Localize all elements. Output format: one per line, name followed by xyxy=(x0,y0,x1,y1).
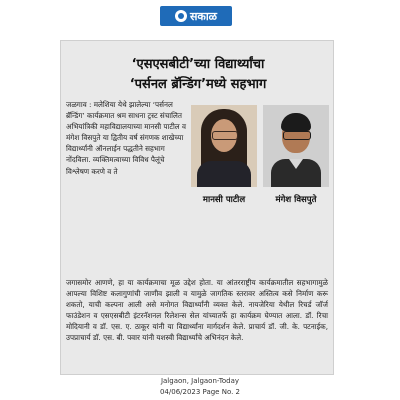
headline-line-1: ‘एसएसबीटी’च्या विद्यार्थ्यांचा xyxy=(131,57,265,72)
student-photo-1 xyxy=(191,105,257,187)
article-lead-text: जळगाव : मलेशिया येथे झालेल्या ‘पर्सनल ब्रॅन्डिंग’ कार्यक्रमात श्रम साधना ट्रस्ट संचालित अभियांत्रिकी महाविद्यालयाच्या मानसी पाटील व मंगेश विसपुते या द्वितीय वर्ष संगणक शाखेच्या विद्यार्थ्यांनी ऑनलाईन पद्धतीने सहभाग नोंदविला. व्यक्तिमत्वाच्या विविध पैलूंचे विश्लेषण करणे व ते xyxy=(66,100,186,176)
article-headline xyxy=(67,55,329,95)
date-page-label: 04/06/2023 Page No. 2 xyxy=(159,388,241,396)
newspaper-logo xyxy=(160,6,232,26)
edition-label: Jalgaon, Jalgaon-Today xyxy=(160,377,240,385)
student-photo-2 xyxy=(263,105,329,187)
logo-text: सकाळ xyxy=(189,9,218,23)
photo-caption-1: मानसी पाटील xyxy=(202,195,246,205)
article-body-text: जगासमोर आणणे, हा या कार्यक्रमाचा मूळ उद्देश होता. या आंतरराष्ट्रीय कार्यक्रमातील सहभागामुळे आपल्या विशिष्ट कलागुणांची जाणीव झाली व यामुळे जागतिक स्तरावर अस्तित्व कसे निर्माण करू शकतो, याची कल्पना आली असे मनोगत विद्यार्थ्यांनी व्यक्त केले. नायजेरिया येथील रिचर्ड जॉर्ज फाउंडेशन व एसएसबीटी इंटरनॅशनल रिलेशन्स सेल यांच्यातर्फे हा कार्यक्रम घेण्यात आला. डॉ. रिचा मोदियानी व डॉ. एस. ए. ठाकूर यांनी या विद्यार्थ्यांना मार्गदर्शन केले. प्राचार्य डॉ. जी. के. पटनाईक, उपप्राचार्य डॉ. एस. बी. पवार यांनी यशस्वी विद्यार्थ्यांचे अभिनंदन केले. xyxy=(66,278,328,343)
logo-emblem-icon xyxy=(175,10,187,22)
photo-caption-2: मंगेश विसपुते xyxy=(275,195,317,205)
headline-line-2: ‘पर्सनल ब्रॅन्डिंग’मध्ये सहभाग xyxy=(129,77,267,92)
news-clipping xyxy=(60,40,334,375)
